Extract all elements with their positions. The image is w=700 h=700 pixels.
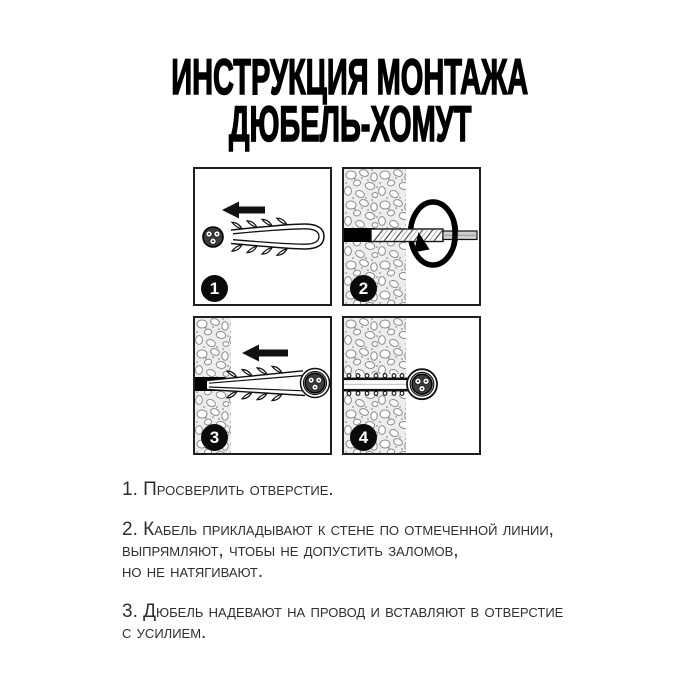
step-2-line-1: 2. Кабель прикладывают к стене по отмеченной линии, <box>122 519 554 540</box>
drill-bit-icon <box>371 229 477 242</box>
page-title-line2: ДЮБЕЛЬ-ХОМУТ <box>228 96 472 152</box>
panel-step-1 <box>193 167 332 306</box>
step-1-line-1: 1. Просверлить отверстие. <box>122 479 334 500</box>
step-3 <box>122 601 592 643</box>
panel-step-2 <box>342 167 481 306</box>
instruction-steps <box>122 479 592 643</box>
panel-number-badge: 4 <box>350 424 377 451</box>
panel-number-badge: 1 <box>201 275 228 302</box>
rotation-arrow-front-arc <box>454 221 456 246</box>
left-arrow-icon <box>222 202 265 219</box>
step-1 <box>122 479 592 500</box>
page-title <box>0 49 700 152</box>
step-2-line-3: но не натягивают. <box>122 561 264 582</box>
step-2 <box>122 519 592 582</box>
left-arrow-icon <box>242 345 288 362</box>
step-3-line-1: 3. Дюбель надевают на провод и вставляют в отверстие <box>122 601 564 622</box>
page-title-line1: ИНСТРУКЦИЯ МОНТАЖА <box>171 49 529 105</box>
cable-cross-section-icon <box>305 373 325 393</box>
cable-cross-section-icon <box>412 374 432 394</box>
cable-cross-section-icon <box>203 227 223 247</box>
panel-step-3 <box>193 316 332 455</box>
step-2-line-2: выпрямляют, чтобы не допустить заломов, <box>122 540 459 561</box>
step-3-line-2: с усилием. <box>122 622 207 643</box>
dowel-clamp-icon <box>231 218 324 255</box>
panel-number-badge: 3 <box>201 424 228 451</box>
panel-number-badge: 2 <box>350 275 377 302</box>
panel-step-4 <box>342 316 481 455</box>
